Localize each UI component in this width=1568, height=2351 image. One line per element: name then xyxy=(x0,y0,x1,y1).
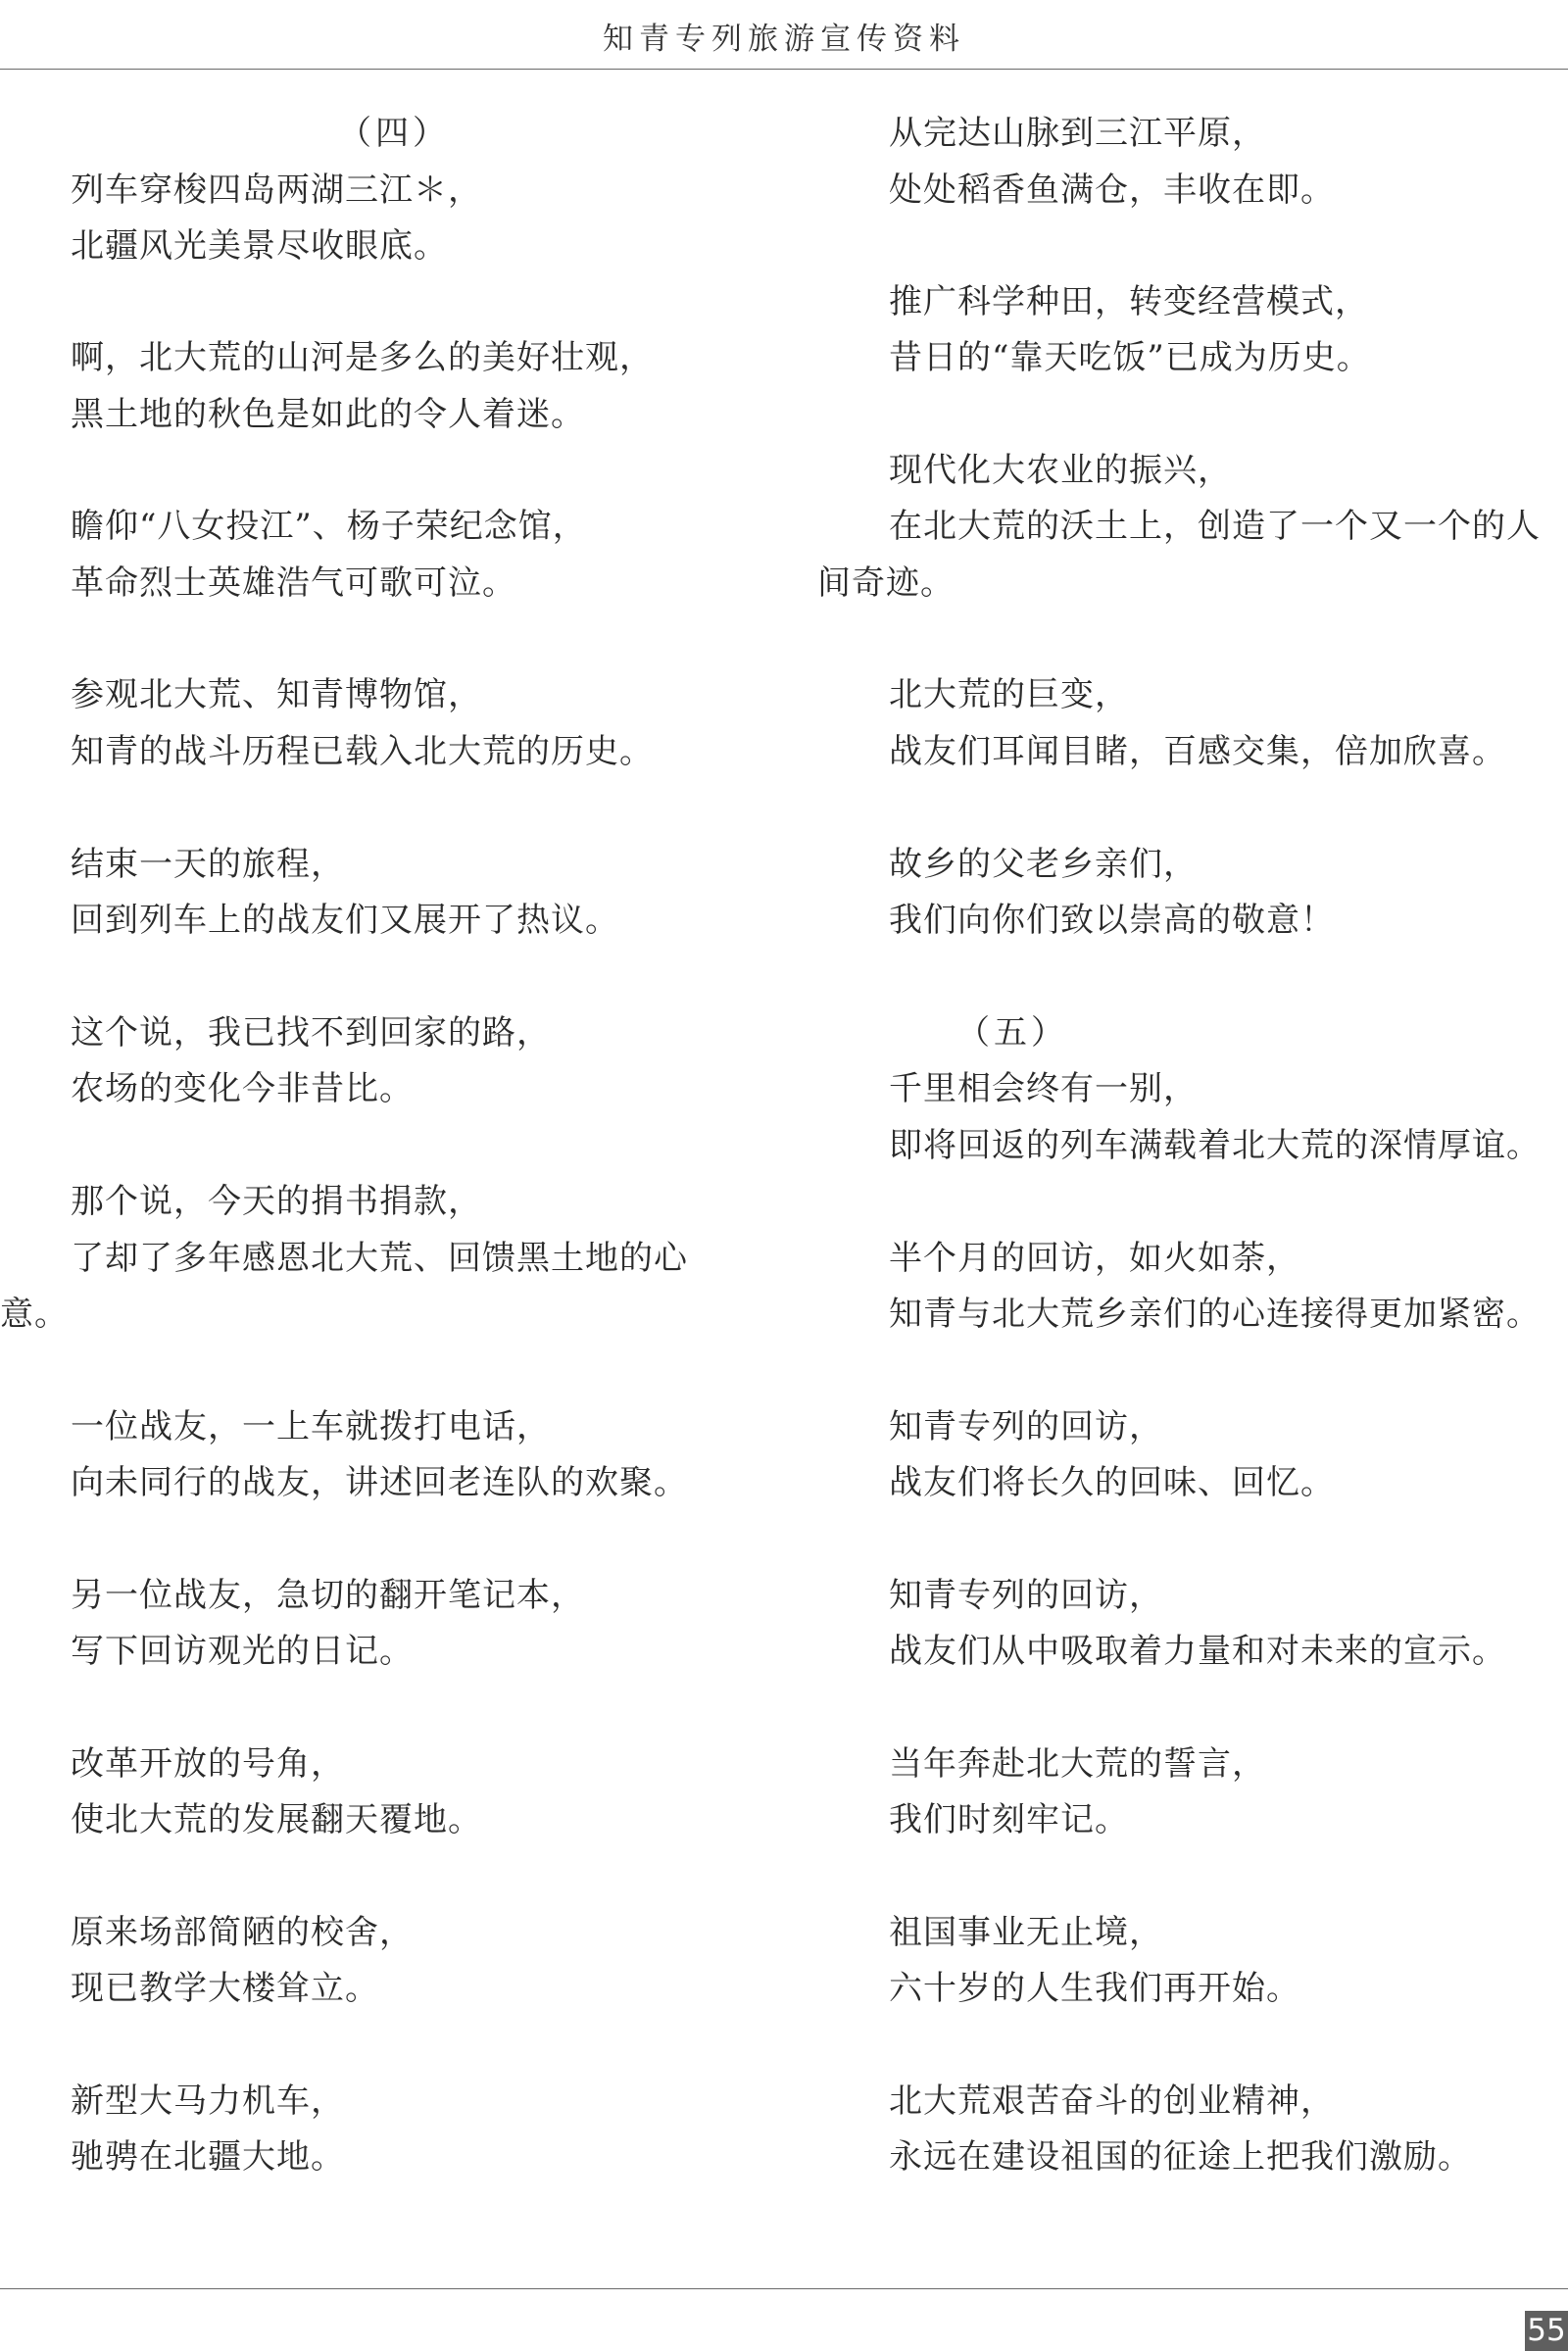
poem-line: 即将回返的列车满载着北大荒的深情厚谊。 xyxy=(889,1126,1541,1165)
poem-line: 千里相会终有一别， xyxy=(889,1069,1198,1108)
footer-divider xyxy=(0,2288,1568,2289)
poem-line: 战友们将长久的回味、回忆。 xyxy=(889,1463,1335,1502)
poem-line: 原来场部简陋的校舍， xyxy=(71,1913,414,1952)
poem-line: 革命烈士英雄浩气可歌可泣。 xyxy=(71,563,516,603)
poem-line: 使北大荒的发展翻天覆地。 xyxy=(71,1800,482,1839)
poem-line: 现代化大农业的振兴， xyxy=(889,451,1232,490)
poem-line: 意。 xyxy=(0,1295,69,1334)
poem-line: 瞻仰“八女投江”、杨子荣纪念馆， xyxy=(71,507,587,546)
poem-line: 从完达山脉到三江平原， xyxy=(889,114,1266,153)
poem-line: 新型大马力机车， xyxy=(71,2082,345,2121)
header-divider xyxy=(0,69,1568,70)
poem-line: 啊，北大荒的山河是多么的美好壮观， xyxy=(71,338,654,377)
section-heading-5: （五） xyxy=(956,1013,1068,1053)
header-title: 知青专列旅游宣传资料 xyxy=(603,22,965,57)
poem-line: 昔日的“靠天吃饭”已成为历史。 xyxy=(889,338,1371,377)
page-number: 55 xyxy=(1525,2311,1568,2351)
poem-line: 知青专列的回访， xyxy=(889,1576,1163,1615)
section-heading-4: （四） xyxy=(338,114,450,153)
poem-line: 推广科学种田，转变经营模式， xyxy=(889,282,1369,321)
poem-line: 写下回访观光的日记。 xyxy=(71,1632,414,1671)
poem-line: 参观北大荒、知青博物馆， xyxy=(71,675,482,714)
page-header xyxy=(0,0,1568,69)
poem-line: 黑土地的秋色是如此的令人着迷。 xyxy=(71,395,585,434)
poem-line: 知青专列的回访， xyxy=(889,1407,1163,1446)
poem-line: 了却了多年感恩北大荒、回馈黑土地的心 xyxy=(71,1239,688,1278)
poem-line: 战友们耳闻目睹，百感交集，倍加欣喜。 xyxy=(889,732,1506,771)
poem-line: 六十岁的人生我们再开始。 xyxy=(889,1969,1300,2008)
poem-line: 故乡的父老乡亲们， xyxy=(889,845,1198,884)
poem-line: 永远在建设祖国的征途上把我们激励。 xyxy=(889,2137,1472,2177)
poem-line: 那个说，今天的捐书捐款， xyxy=(71,1182,482,1221)
poem-line: 间奇迹。 xyxy=(817,563,955,603)
poem-line: 驰骋在北疆大地。 xyxy=(71,2137,345,2177)
poem-line: 半个月的回访，如火如荼， xyxy=(889,1239,1300,1278)
poem-line: 我们向你们致以崇高的敬意！ xyxy=(889,901,1335,940)
poem-line: 当年奔赴北大荒的誓言， xyxy=(889,1744,1266,1784)
poem-line: 向未同行的战友，讲述回老连队的欢聚。 xyxy=(71,1463,688,1502)
poem-line: 结束一天的旅程， xyxy=(71,845,345,884)
poem-line: 我们时刻牢记。 xyxy=(889,1800,1129,1839)
poem-line: 改革开放的号角， xyxy=(71,1744,345,1784)
poem-line: 北大荒的巨变， xyxy=(889,675,1129,714)
poem-line: 知青与北大荒乡亲们的心连接得更加紧密。 xyxy=(889,1295,1541,1334)
poem-line: 处处稻香鱼满仓，丰收在即。 xyxy=(889,171,1335,210)
poem-line: 北大荒艰苦奋斗的创业精神， xyxy=(889,2082,1335,2121)
poem-line: 农场的变化今非昔比。 xyxy=(71,1069,414,1108)
poem-line: 这个说，我已找不到回家的路， xyxy=(71,1013,551,1053)
poem-line: 祖国事业无止境， xyxy=(889,1913,1163,1952)
poem-line: 知青的战斗历程已载入北大荒的历史。 xyxy=(71,732,654,771)
poem-line: 另一位战友，急切的翻开笔记本， xyxy=(71,1576,585,1615)
poem-line: 在北大荒的沃土上，创造了一个又一个的人 xyxy=(889,507,1541,546)
poem-line: 北疆风光美景尽收眼底。 xyxy=(71,226,448,266)
poem-line: 一位战友，一上车就拨打电话， xyxy=(71,1407,551,1446)
poem-line: 回到列车上的战友们又展开了热议。 xyxy=(71,901,619,940)
poem-line: 现已教学大楼耸立。 xyxy=(71,1969,379,2008)
poem-line: 列车穿梭四岛两湖三江＊， xyxy=(71,171,482,210)
poem-line: 战友们从中吸取着力量和对未来的宣示。 xyxy=(889,1632,1506,1671)
